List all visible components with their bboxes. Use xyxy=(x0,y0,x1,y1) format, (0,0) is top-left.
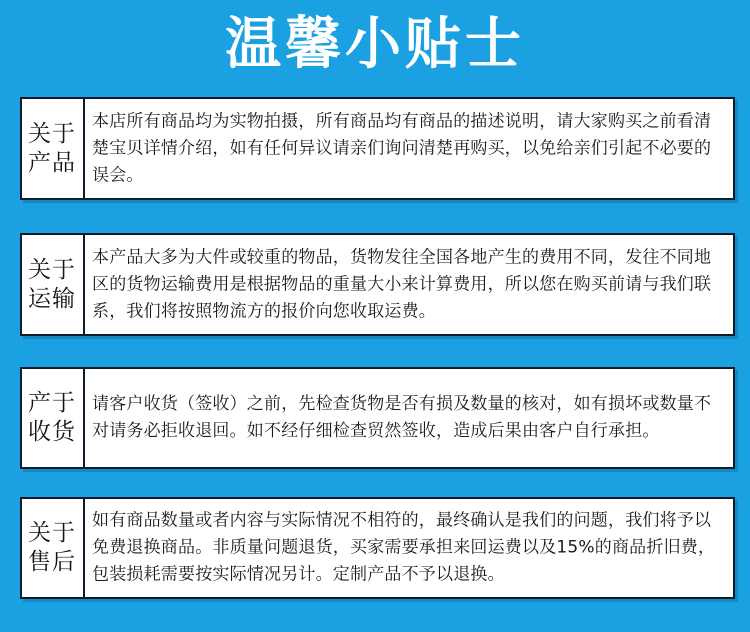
info-card-shipping xyxy=(20,233,735,336)
info-card-after-sales xyxy=(20,497,735,599)
card-label-text: 关于售后 xyxy=(28,520,76,575)
card-label xyxy=(22,369,82,467)
card-divider xyxy=(83,369,85,467)
card-text: 本产品大多为大件或较重的物品，货物发往全国各地产生的费用不同，发往不同地区的货物运输费用是根据物品的重量大小来计算费用，所以您在购买前请与我们联系，我们将按照物流方的报价向您收取运费。 xyxy=(92,247,712,321)
card-label-text: 关于运输 xyxy=(28,256,76,312)
card-text: 本店所有商品均为实物拍摄，所有商品均有商品的描述说明，请大家购买之前看清楚宝贝详情介绍，如有任何异议请亲们询问清楚再购买，以免给亲们引起不必要的误会。 xyxy=(92,111,712,185)
page-title: 温馨小贴士 xyxy=(225,12,525,77)
card-text: 请客户收货（签收）之前，先检查货物是否有损及数量的核对，如有损坏或数量不对请务必拒收退回。如不经仔细检查贸然签收，造成后果由客户自行承担。 xyxy=(92,394,712,441)
card-label-text: 关于产品 xyxy=(28,120,76,176)
info-card-product xyxy=(20,97,735,200)
card-divider xyxy=(83,99,85,198)
card-divider xyxy=(83,235,85,334)
info-card-receiving xyxy=(20,367,735,469)
card-label-text: 产于收货 xyxy=(28,390,76,445)
card-label xyxy=(22,99,82,198)
card-text: 如有商品数量或者内容与实际情况不相符的，最终确认是我们的问题，我们将予以免费退换商品。非质量问题退货，买家需要承担来回运费以及15%的商品折旧费，包装损耗需要按实际情况另计。定制产品不予以退换。 xyxy=(92,510,716,585)
card-divider xyxy=(83,499,85,597)
card-label xyxy=(22,235,82,334)
card-label xyxy=(22,499,82,597)
